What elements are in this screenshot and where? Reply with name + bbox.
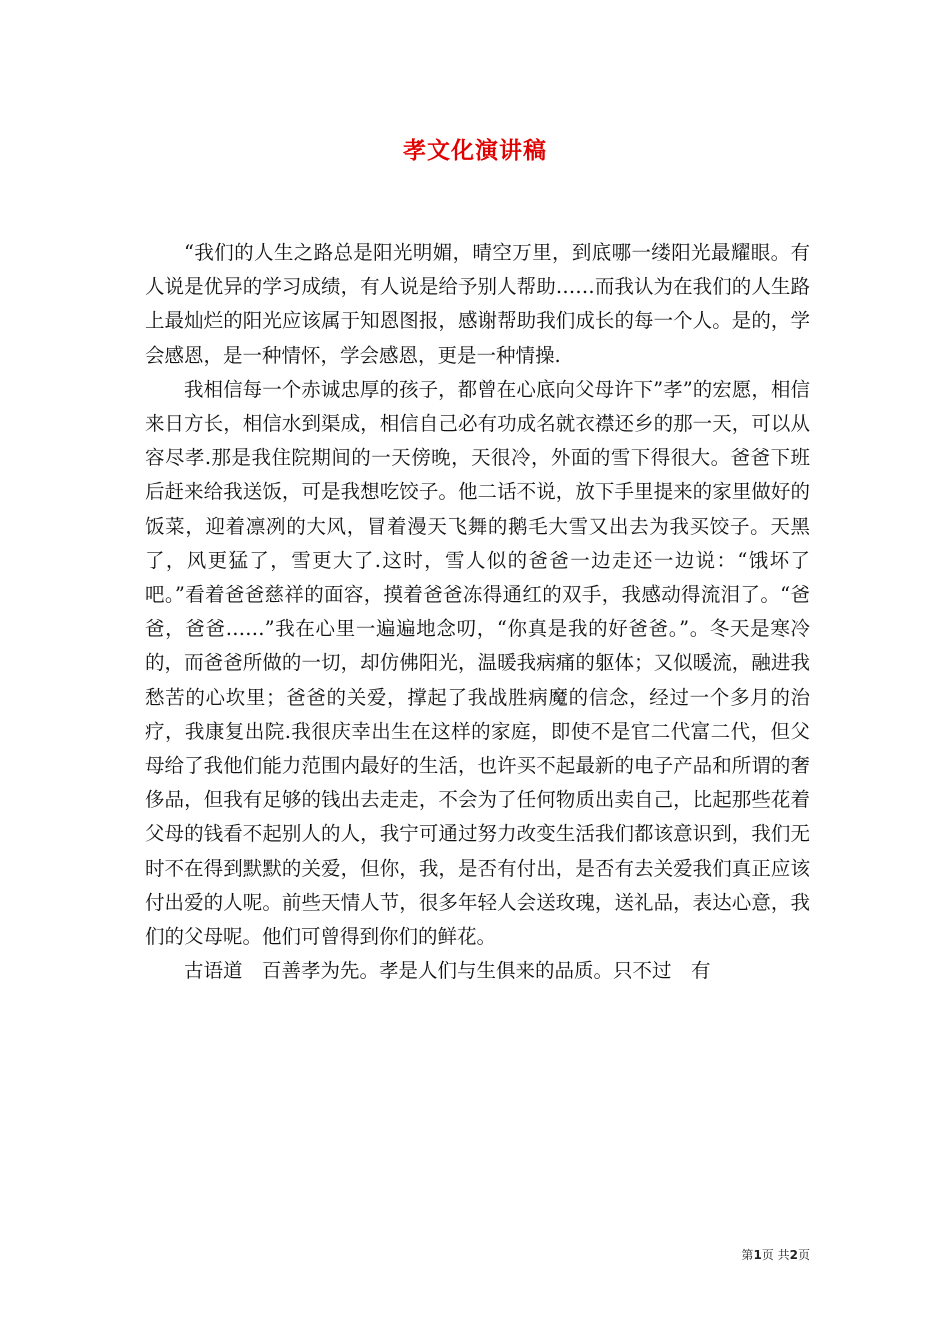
page-number-middle: 页 共 — [761, 1248, 790, 1262]
page-current: 1 — [753, 1248, 762, 1262]
page-number — [741, 1246, 810, 1263]
paragraph: 古语道 百善孝为先。孝是人们与生俱来的品质。只不过 有 — [184, 959, 711, 983]
paragraph: “我们的人生之路总是阳光明媚，晴空万里，到底哪一缕阳光最耀眼。有人说是优异的学习成绩，有人说是给予别人帮助……而我认为在我们的人生路上最灿烂的阳光应该属于知恩图报，感谢帮助我们成长的每一个人。是的，学会感恩，是一种情怀，学会感恩，更是一种情操. — [145, 241, 810, 367]
document-body — [145, 236, 810, 988]
page-number-suffix: 页 — [797, 1248, 810, 1262]
page-total: 2 — [789, 1248, 798, 1262]
document-title: 孝文化演讲稿 — [403, 137, 547, 164]
page-number-prefix: 第 — [741, 1248, 754, 1262]
paragraph: 我相信每一个赤诚忠厚的孩子，都曾在心底向父母许下”孝”的宏愿，相信来日方长，相信水到渠成，相信自己必有功成名就衣襟还乡的那一天，可以从容尽孝.那是我住院期间的一天傍晚，天很冷，外面的雪下得很大。爸爸下班后赶来给我送饭，可是我想吃饺子。他二话不说，放下手里提来的家里做好的饭菜，迎着凛冽的大风，冒着漫天飞舞的鹅毛大雪又出去为我买饺子。天黑了，风更猛了，雪更大了.这时，雪人似的爸爸一边走还一边说：“饿坏了吧。”看着爸爸慈祥的面容，摸着爸爸冻得通红的双手，我感动得流泪了。“爸爸，爸爸……”我在心里一遍遍地念叨，“你真是我的好爸爸。”。冬天是寒冷的，而爸爸所做的一切，却仿佛阳光，温暖我病痛的躯体；又似暖流，融进我愁苦的心坎里；爸爸的关爱，撑起了我战胜病魔的信念，经过一个多月的治疗，我康复出院.我很庆幸出生在这样的家庭，即使不是官二代富二代，但父母给了我他们能力范围内最好的生活，也许买不起最新的电子产品和所谓的奢侈品，但我有足够的钱出去走走，不会为了任何物质出卖自己，比起那些花着父母的钱看不起别人的人，我宁可通过努力改变生活我们都该意识到，我们无时不在得到默默的关爱，但你，我，是否有付出，是否有去关爱我们真正应该付出爱的人呢。前些天情人节，很多年轻人会送玫瑰，送礼品，表达心意，我们的父母呢。他们可曾得到你们的鲜花。 — [145, 377, 810, 949]
